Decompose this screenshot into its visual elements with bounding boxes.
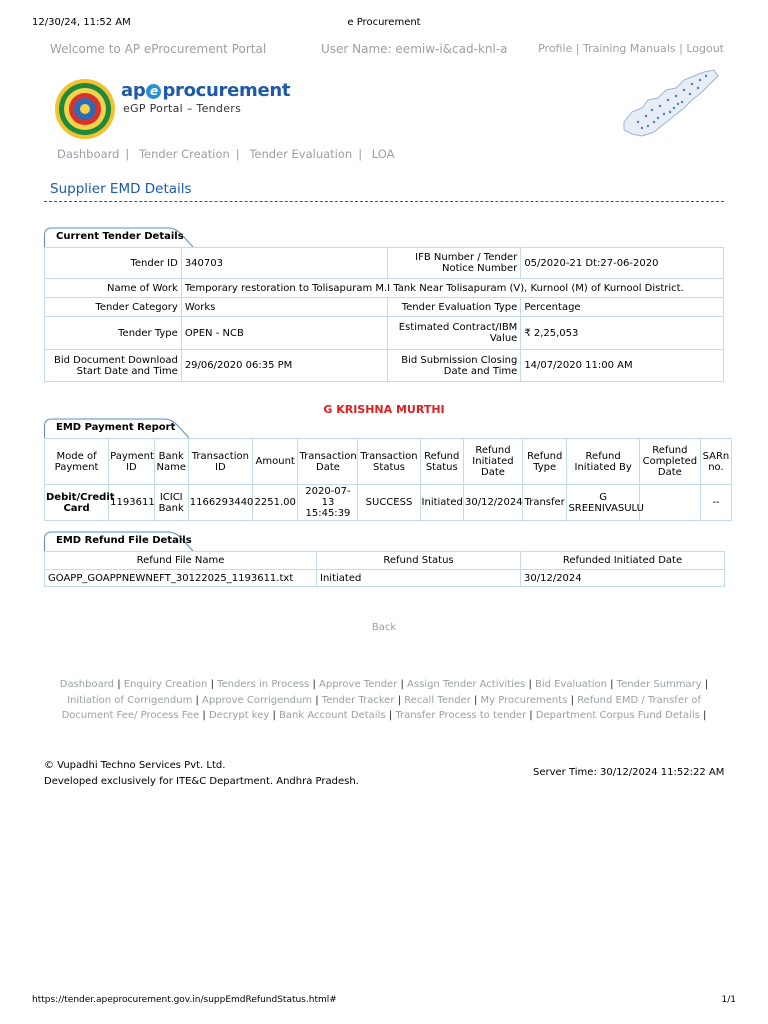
footer-link[interactable]: Tenders in Process — [217, 679, 310, 690]
portal-logo[interactable] — [53, 75, 293, 143]
table-row: GOAPP_GOAPPNEWNEFT_30122025_1193611.txt Initiated 30/12/2024 — [45, 570, 725, 587]
nav-tender-evaluation[interactable]: Tender Evaluation — [249, 147, 353, 161]
estimated-value: ₹ 2,25,053 — [521, 317, 724, 350]
brand-subtitle: eGP Portal – Tenders — [123, 102, 242, 115]
e-icon: e — [146, 84, 161, 99]
evaluation-type: Percentage — [521, 298, 724, 317]
emd-payment-table — [44, 438, 732, 521]
bid-closing-date: 14/07/2020 11:00 AM — [521, 350, 724, 382]
training-manuals-link[interactable]: Training Manuals — [583, 42, 676, 55]
top-bar — [50, 42, 724, 58]
print-title: e Procurement — [347, 17, 421, 28]
back-link[interactable]: Back — [371, 622, 397, 633]
brand-name: ap e procurement — [121, 80, 291, 101]
current-tender-tab: Current Tender Details — [44, 227, 194, 247]
profile-link[interactable]: Profile — [538, 42, 573, 55]
footer-link[interactable]: My Procurements — [480, 694, 568, 706]
print-page-number: 1/1 — [721, 995, 736, 1005]
emd-payment-tab: EMD Payment Report — [44, 418, 190, 438]
tender-type: OPEN - NCB — [181, 317, 388, 350]
payment-header-row: Mode of Payment Payment ID Bank Name Transaction ID Amount Transaction Date Transaction Status Refund Status Refund Initiated Date Refund Type Refund Initiated By Refund Completed Date SARn no. — [45, 439, 732, 485]
supplier-name: G KRISHNA MURTHI — [323, 403, 445, 416]
footer-link[interactable]: Bid Evaluation — [535, 679, 607, 690]
emd-refund-tab: EMD Refund File Details — [44, 531, 194, 551]
footer-links: Dashboard | Enquiry Creation | Tenders in Process | Approve Tender | Assign Tender Activities | Bid Evaluation | Tender Summary | Initiation of Corrigendum | Approve Corrigendum | Tender Tracker | Recall Tender | My Procurements | Refund EMD / Transfer of Document Fee/ Process Fee | Decrypt key | Bank Account Details | Transfer Process to tender | Department Corpus Fund Details | — [59, 679, 709, 721]
refund-header-row: Refund File Name Refund Status Refunded Initiated Date — [45, 552, 725, 570]
user-name: User Name: eemiw-i&cad-knl-a — [321, 42, 508, 56]
footer-link[interactable]: Approve Tender — [319, 679, 398, 690]
footer-link[interactable]: Refund EMD / Transfer of Document Fee/ Process Fee — [61, 694, 701, 721]
current-tender-table: Tender ID 340703 IFB Number / Tender Notice Number 05/2020-21 Dt:27-06-2020 Name of Work Temporary restoration to Tolisapuram M.I Tank Near Tolisapuram (V), Kurnool (M) of Kurnool District. Tender Category Works Tender Evaluation Type Percentage Tender Type OPEN - NCB Estimated Contract/IBM Value ₹ 2,25,053 Bid Document Download Start Date and Time 29/06/2020 06:35 PM Bid Submission Closing Date and Time 14/07/2020 11:00 AM — [44, 247, 724, 382]
server-time: Server Time: 30/12/2024 11:52:22 AM — [533, 767, 725, 778]
name-of-work: Temporary restoration to Tolisapuram M.I Tank Near Tolisapuram (V), Kurnool (M) of Kurnool District. — [181, 279, 723, 298]
nav-loa[interactable]: LOA — [371, 147, 395, 161]
footer-link[interactable]: Tender Tracker — [321, 694, 395, 706]
footer-link[interactable]: Recall Tender — [404, 694, 471, 706]
footer-link[interactable]: Tender Summary — [616, 679, 702, 690]
footer-link[interactable]: Decrypt key — [208, 710, 270, 721]
footer-link[interactable]: Transfer Process to tender — [395, 710, 527, 721]
main-nav: Dashboard | Tender Creation | Tender Evaluation | LOA — [57, 147, 395, 161]
footer-link[interactable]: Initiation of Corrigendum — [67, 694, 193, 706]
footer-link[interactable]: Enquiry Creation — [123, 679, 208, 690]
nav-tender-creation[interactable]: Tender Creation — [138, 147, 230, 161]
footer-link[interactable]: Dashboard — [59, 679, 115, 690]
ap-emblem-icon — [53, 77, 117, 141]
footer-link[interactable]: Assign Tender Activities — [407, 679, 526, 690]
ifb-number: 05/2020-21 Dt:27-06-2020 — [521, 248, 724, 279]
footer-link[interactable]: Department Corpus Fund Details — [535, 710, 700, 721]
account-links: Profile | Training Manuals | Logout — [538, 42, 724, 55]
print-date: 12/30/24, 11:52 AM — [32, 17, 131, 28]
tender-category: Works — [181, 298, 388, 317]
table-row: Debit/Credit Card 1193611 ICICI Bank 1166293440 2251.00 2020-07-13 15:45:39 SUCCESS Initiated 30/12/2024 Transfer G SREENIVASULU -- — [45, 485, 732, 521]
copyright: © Vupadhi Techno Services Pvt. Ltd. Developed exclusively for ITE&C Department. Andhra Pradesh. — [44, 760, 359, 787]
footer-link[interactable]: Approve Corrigendum — [202, 694, 313, 706]
nav-dashboard[interactable]: Dashboard — [57, 147, 120, 161]
state-map-icon — [618, 66, 722, 140]
emd-refund-table — [44, 551, 725, 587]
title-divider — [44, 201, 724, 202]
tender-id: 340703 — [181, 248, 388, 279]
page-title: Supplier EMD Details — [50, 181, 192, 197]
welcome-text: Welcome to AP eProcurement Portal — [50, 42, 267, 56]
bid-download-date: 29/06/2020 06:35 PM — [181, 350, 388, 382]
print-header — [32, 17, 736, 31]
footer-link[interactable]: Bank Account Details — [279, 710, 386, 721]
logout-link[interactable]: Logout — [686, 42, 724, 55]
print-url: https://tender.apeprocurement.gov.in/suppEmdRefundStatus.html# — [32, 995, 337, 1005]
